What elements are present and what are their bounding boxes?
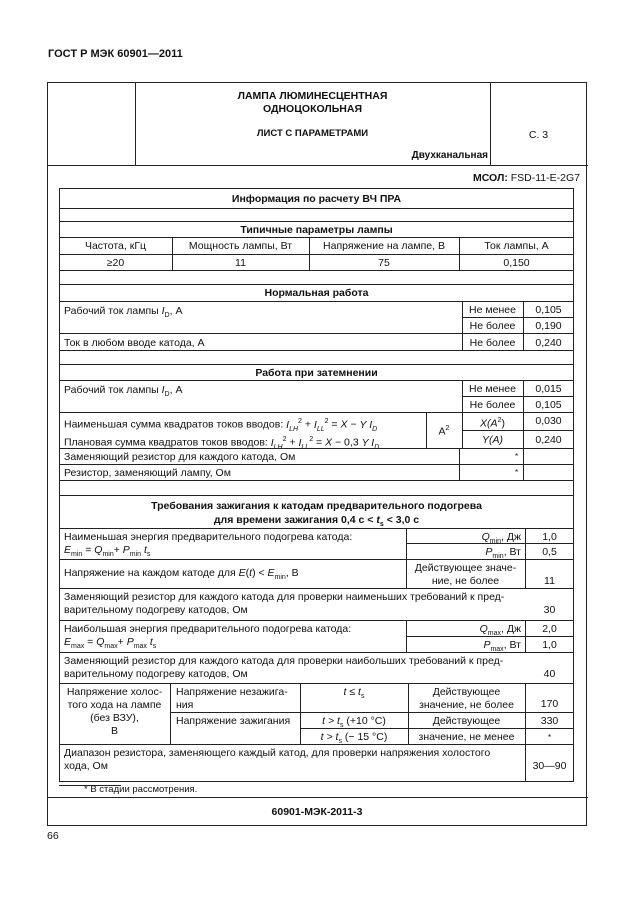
oc-ign: Напряжение зажигания bbox=[176, 715, 291, 727]
range-value: 30—90 bbox=[532, 760, 567, 772]
dimming-work-current-label: Рабочий ток лампы $I_D$, А bbox=[64, 384, 183, 399]
oc-eff-max: значение, не более bbox=[419, 699, 514, 711]
dimming-x-label: $X(A^2)$ bbox=[480, 417, 505, 430]
title-line1: ЛАМПА ЛЮМИНЕСЦЕНТНАЯ bbox=[237, 90, 388, 102]
typical-value-current: 0,150 bbox=[503, 257, 530, 269]
dimming-res-lamp-value: * bbox=[514, 468, 519, 477]
oc-cond-2: $t > t_s$ (+10 °С) bbox=[322, 715, 386, 730]
dimming-plan-sum-label: Плановая сумма квадратов токов вводов: $I_{LH}^2 + I_{LL}^2 = X - 0,3$ Y $I_D$ bbox=[64, 436, 380, 451]
dimming-res-cathode-value: * bbox=[514, 452, 519, 461]
typical-header-voltage: Напряжение на лампе, В bbox=[323, 240, 445, 252]
oc-eff-2: Действующее bbox=[432, 715, 501, 727]
dimming-title: Работа при затемнении bbox=[255, 367, 378, 379]
ignition-p-max: 1,0 bbox=[542, 639, 557, 651]
oc-v3: * bbox=[547, 733, 552, 742]
dimming-unit: $А^2$ bbox=[438, 425, 450, 438]
variant-label: Двухканальная bbox=[411, 150, 488, 161]
ignition-voltage-value: 11 bbox=[544, 575, 555, 587]
dimming-work-max: 0,105 bbox=[535, 399, 562, 411]
oc-label-1: Напряжение холос- bbox=[66, 686, 163, 698]
ignition-q-min-label: $Q_{min}$, Дж bbox=[481, 531, 521, 546]
ignition-max-energy-formula: $E_{max} = Q_{max}+ P_{max}$ $t_s$ bbox=[64, 636, 157, 651]
dimming-x-value: 0,030 bbox=[535, 415, 562, 427]
footer-code: 60901-МЭК-2011-3 bbox=[271, 806, 363, 818]
ignition-max-energy-label: Наибольшая энергия предварительного подогрева катода: bbox=[64, 623, 352, 635]
oc-eff-min: значение, не менее bbox=[418, 731, 515, 743]
range-text-2: хода, Ом bbox=[64, 760, 108, 772]
dimming-work-min: 0,015 bbox=[535, 383, 562, 395]
page-ref: С. 3 bbox=[528, 129, 549, 141]
ignition-effective-max-2: ние, не более bbox=[431, 575, 500, 587]
oc-cond-1: $t \le t_s$ bbox=[343, 686, 365, 701]
ignition-effective-max-1: Действующее значе- bbox=[414, 562, 517, 574]
dimming-min-label: Не менее bbox=[469, 383, 516, 395]
oc-eff-1: Действующее bbox=[432, 686, 501, 698]
ignition-min-energy-label: Наименьшая энергия предварительного подогрева катода: bbox=[64, 531, 353, 543]
range-text-1: Диапазон резистора, заменяющего каждый катод, для проверки напряжения холостого bbox=[64, 747, 491, 759]
typical-value-freq: ≥20 bbox=[106, 257, 125, 269]
typical-header-current: Ток лампы, А bbox=[484, 240, 549, 252]
dimming-max-label: Не более bbox=[469, 399, 516, 411]
page-number: 66 bbox=[47, 830, 59, 842]
dimming-y-label: Y(A) bbox=[482, 434, 503, 446]
typical-header-power: Мощность лампы, Вт bbox=[188, 240, 293, 252]
normal-work-max: 0,190 bbox=[535, 320, 562, 332]
dimming-min-sum-label: Наименьшая сумма квадратов токов вводов: $I_{LH}^2 + I_{LL}^2 = X - Y$ $I_D$ bbox=[64, 418, 378, 433]
document-header: ГОСТ Р МЭК 60901—2011 bbox=[48, 48, 183, 60]
normal-work-current-label: Рабочий ток лампы $I_D$, А bbox=[64, 305, 183, 320]
normal-cathode-max-label: Не более bbox=[469, 337, 516, 349]
dimming-y-value: 0,240 bbox=[535, 434, 562, 446]
normal-max-label: Не более bbox=[469, 320, 516, 332]
ignition-res-max-1: Заменяющий резистор для каждого катода для проверки наибольших требований к пред- bbox=[64, 655, 504, 667]
ignition-voltage-each-label: Напряжение на каждом катоде для $E(t) < E_{min}$, В bbox=[64, 567, 299, 582]
ignition-min-energy-formula: $E_{min} = Q_{min}+ P_{min}$ $t_s$ bbox=[64, 544, 151, 559]
ignition-res-min-value: 30 bbox=[543, 604, 556, 616]
oc-non-ign-2: ния bbox=[176, 699, 194, 711]
typical-header-freq: Частота, кГц bbox=[84, 240, 147, 252]
normal-cathode-current-label: Ток в любом вводе катода, А bbox=[64, 337, 205, 349]
oc-cond-3: $t > t_s$ (− 15 °С) bbox=[320, 731, 388, 746]
ignition-title-2: для времени зажигания 0,4 $с < t_s < 3,0$ с bbox=[213, 514, 420, 529]
ignition-q-min: 1,0 bbox=[542, 531, 557, 543]
ignition-q-max-label: $Q_{max}$, Дж bbox=[479, 623, 521, 638]
typical-value-voltage: 75 bbox=[378, 257, 390, 269]
normal-min-label: Не менее bbox=[469, 304, 516, 316]
ignition-p-min: 0,5 bbox=[542, 546, 557, 558]
dimming-res-cathode-label: Заменяющий резистор для каждого катода, Ом bbox=[64, 451, 296, 463]
section-info-title: Информация по расчету ВЧ ПРА bbox=[231, 193, 402, 205]
ignition-p-max-label: $P_{max}$, Вт bbox=[483, 639, 521, 654]
normal-title: Нормальная работа bbox=[264, 287, 369, 299]
ignition-res-min-1: Заменяющий резистор для каждого катода для проверки наименьших требований к пред- bbox=[64, 591, 505, 603]
oc-v1: 170 bbox=[540, 698, 559, 710]
ignition-res-min-2: варительному подогреву катодов, Ом bbox=[64, 604, 248, 616]
typical-title: Типичные параметры лампы bbox=[240, 224, 393, 236]
oc-v2: 330 bbox=[540, 715, 559, 727]
oc-non-ign-1: Напряжение незажига- bbox=[176, 686, 288, 698]
ignition-p-min-label: $P_{min}$, Вт bbox=[485, 546, 521, 561]
normal-cathode-max: 0,240 bbox=[535, 337, 562, 349]
sheet-title: ЛИСТ С ПАРАМЕТРАМИ bbox=[256, 128, 369, 139]
title-line2: ОДНОЦОКОЛЬНАЯ bbox=[262, 103, 363, 115]
oc-label-3: (без ВЗУ), bbox=[90, 712, 139, 724]
typical-value-power: 11 bbox=[235, 257, 246, 269]
msol-code: МСОЛ: FSD-11-E-2G7 bbox=[472, 172, 580, 184]
ignition-q-max: 2,0 bbox=[542, 623, 557, 635]
dimming-res-lamp-label: Резистор, заменяющий лампу, Ом bbox=[64, 467, 231, 479]
oc-label-4: В bbox=[110, 725, 118, 737]
ignition-res-max-2: варительному подогреву катодов, Ом bbox=[64, 668, 248, 680]
footnote: * В стадии рассмотрения. bbox=[84, 784, 198, 795]
ignition-res-max-value: 40 bbox=[543, 668, 556, 680]
normal-work-min: 0,105 bbox=[535, 304, 562, 316]
ignition-title-1: Требования зажигания к катодам предварительного подогрева bbox=[151, 500, 482, 512]
oc-label-2: того хода на лампе bbox=[67, 699, 162, 711]
